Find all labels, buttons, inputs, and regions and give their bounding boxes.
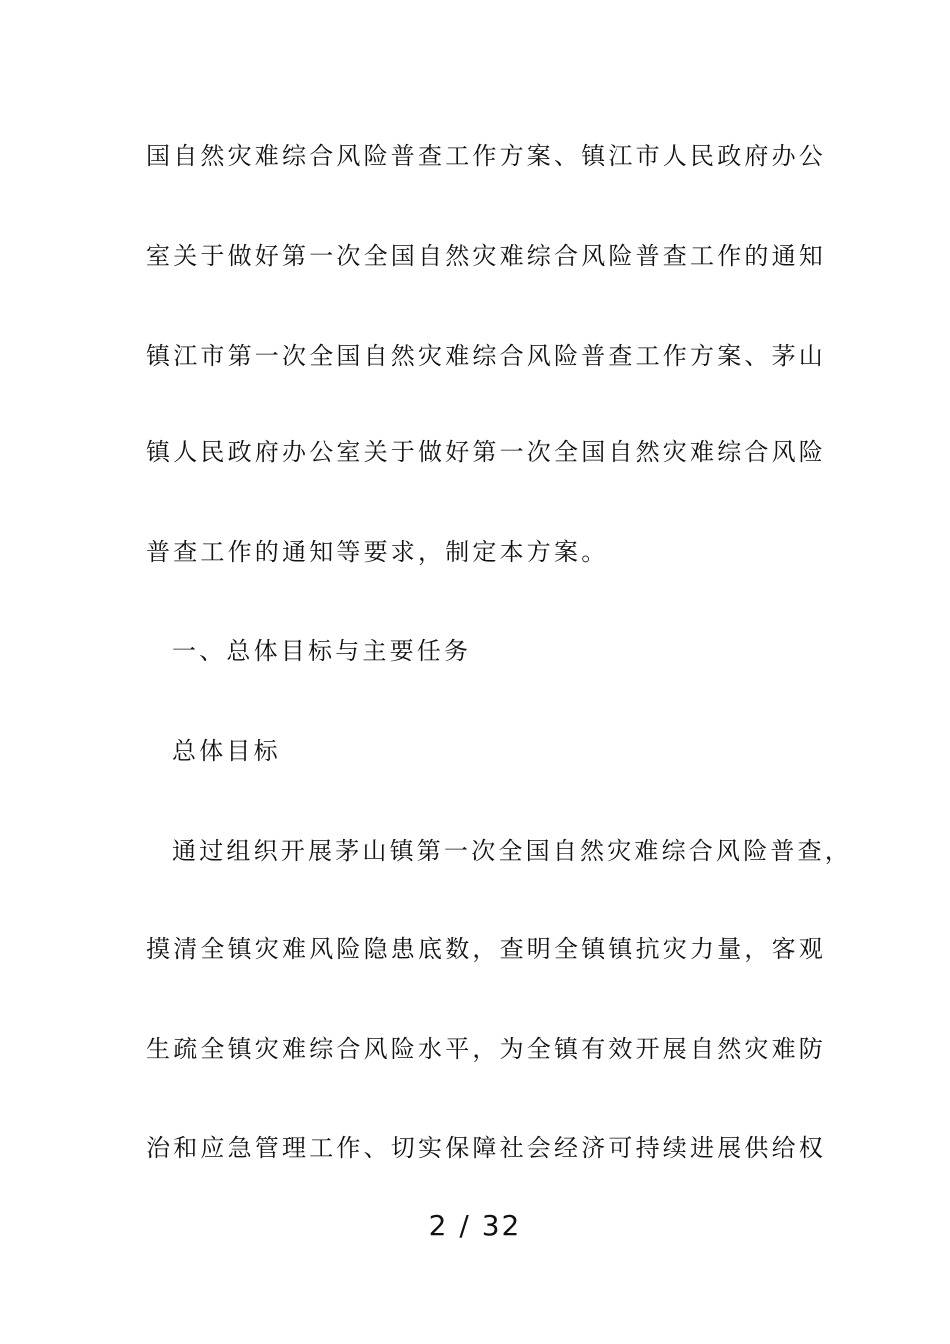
paragraph-line-2: 室关于做好第一次全国自然灾难综合风险普查工作的通知 <box>146 242 826 270</box>
paragraph-line-1: 国自然灾难综合风险普查工作方案、镇江市人民政府办公 <box>146 142 826 170</box>
paragraph-line-3: 镇江市第一次全国自然灾难综合风险普查工作方案、茅山 <box>146 342 826 370</box>
paragraph-line-4: 镇人民政府办公室关于做好第一次全国自然灾难综合风险 <box>146 438 826 466</box>
page-number: 2 / 32 <box>428 1209 522 1242</box>
paragraph-line-5: 普查工作的通知等要求，制定本方案。 <box>146 538 609 566</box>
paragraph-line-8: 通过组织开展茅山镇第一次全国自然灾难综合风险普查， <box>172 837 852 865</box>
subsection-heading: 总体目标 <box>172 737 281 765</box>
paragraph-line-11: 治和应急管理工作、切实保障社会经济可持续进展供给权 <box>146 1134 826 1162</box>
section-heading: 一、总体目标与主要任务 <box>172 637 472 665</box>
paragraph-line-9: 摸清全镇灾难风险隐患底数，查明全镇镇抗灾力量，客观 <box>146 935 826 963</box>
paragraph-line-10: 生疏全镇灾难综合风险水平，为全镇有效开展自然灾难防 <box>146 1035 826 1063</box>
